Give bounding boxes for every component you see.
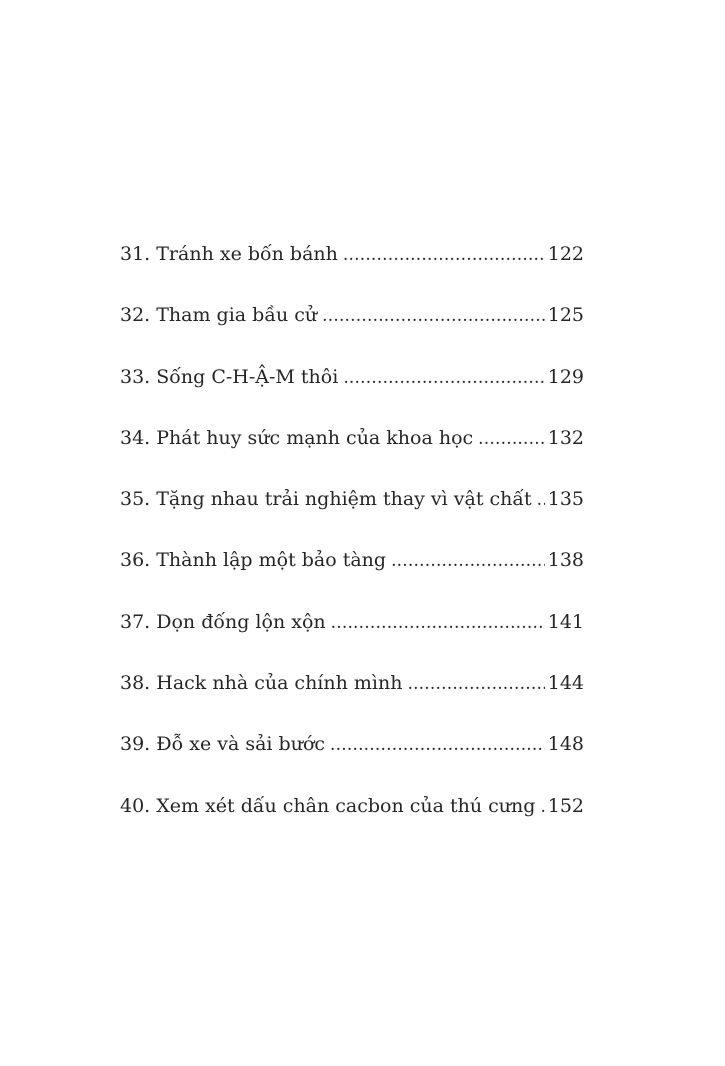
toc-entry-title: 31. Tránh xe bốn bánh bbox=[120, 243, 338, 265]
toc-entry bbox=[120, 416, 584, 477]
dot-leader bbox=[540, 785, 544, 829]
dot-leader bbox=[343, 233, 545, 277]
toc-entry bbox=[120, 661, 584, 722]
toc-entry-page-number: 148 bbox=[547, 733, 584, 756]
toc-entry-page-number: 144 bbox=[547, 672, 584, 695]
dot-leader bbox=[331, 601, 545, 645]
toc-entry-page-number: 129 bbox=[547, 365, 584, 388]
toc-entry-page-number: 141 bbox=[547, 610, 584, 633]
toc-entry bbox=[120, 784, 584, 845]
dot-leader bbox=[537, 478, 545, 522]
dot-leader bbox=[478, 417, 545, 461]
dot-leader bbox=[391, 539, 545, 583]
toc-entry-page-number: 122 bbox=[547, 243, 584, 265]
toc-entry-title: 35. Tặng nhau trải nghiệm thay vì vật chất bbox=[120, 488, 532, 511]
toc-entry-title: 32. Tham gia bầu cử bbox=[120, 304, 318, 327]
dot-leader bbox=[343, 356, 544, 400]
dot-leader bbox=[330, 723, 545, 767]
dot-leader bbox=[407, 662, 544, 706]
toc-entry-page-number: 135 bbox=[547, 488, 584, 511]
toc-entry-title: 34. Phát huy sức mạnh của khoa học bbox=[120, 426, 474, 449]
dot-leader bbox=[322, 294, 545, 338]
toc-entry bbox=[120, 355, 584, 416]
toc-entry-title: 37. Dọn đống lộn xộn bbox=[120, 610, 326, 633]
toc-entry-page-number: 132 bbox=[547, 426, 584, 449]
toc-entry-title: 38. Hack nhà của chính mình bbox=[120, 672, 403, 695]
toc-entry-page-number: 138 bbox=[547, 549, 584, 572]
toc-entry-page-number: 125 bbox=[547, 304, 584, 327]
toc-entry-title: 39. Đỗ xe và sải bước bbox=[120, 733, 326, 756]
toc-entry bbox=[120, 722, 584, 783]
toc-entry-title: 36. Thành lập một bảo tàng bbox=[120, 549, 387, 572]
toc-entry-title: 40. Xem xét dấu chân cacbon của thú cưng bbox=[120, 794, 536, 817]
toc-entry-page-number: 152 bbox=[547, 794, 584, 817]
toc-entry bbox=[120, 477, 584, 538]
toc-entry-title: 33. Sống C-H-Ậ-M thôi bbox=[120, 365, 339, 388]
toc-entry bbox=[120, 232, 584, 293]
toc-entry bbox=[120, 600, 584, 661]
table-of-contents bbox=[120, 232, 584, 845]
toc-entry bbox=[120, 293, 584, 354]
toc-entry bbox=[120, 538, 584, 599]
